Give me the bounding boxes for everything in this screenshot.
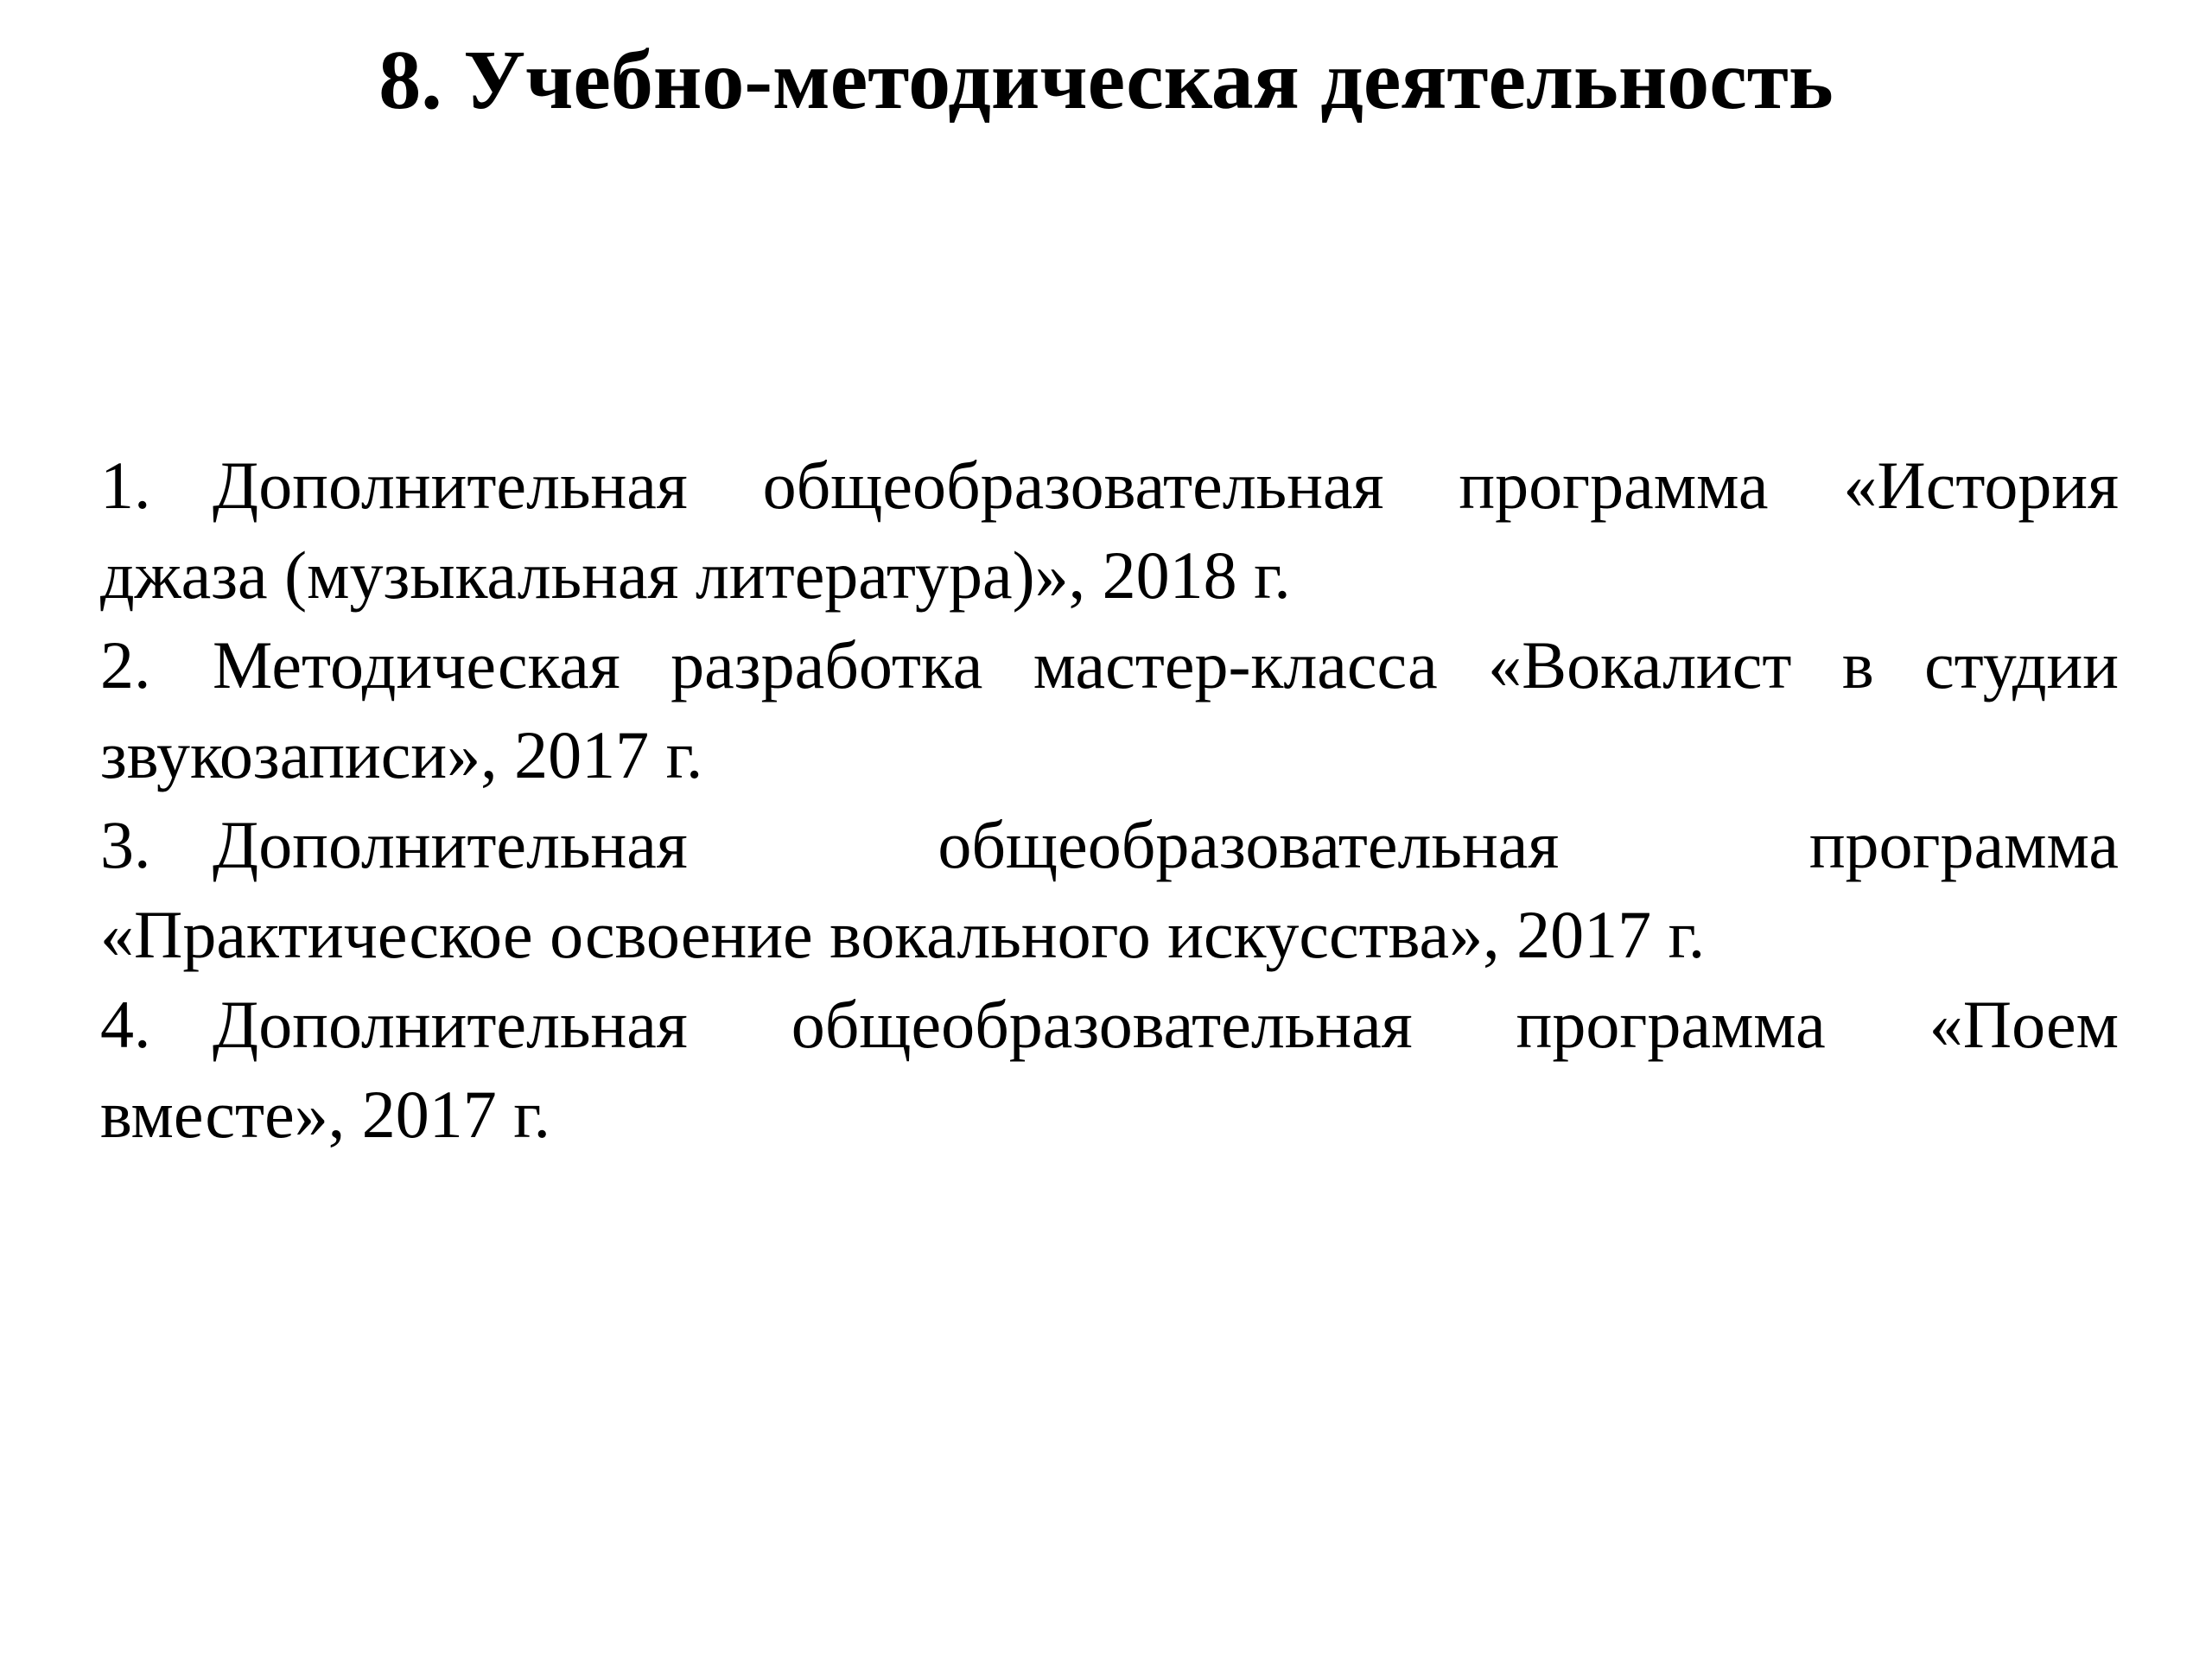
- list-item-word: Дополнительная: [213, 987, 688, 1062]
- list-item: [100, 800, 2119, 980]
- list-item-word: общеобразовательная: [938, 807, 1560, 882]
- list-item-number: 4.: [100, 987, 151, 1062]
- list-item: [100, 620, 2119, 800]
- list-item-word: программа: [1516, 987, 1826, 1062]
- slide-title: 8. Учебно-методическая деятельность: [378, 34, 1834, 127]
- list-item: [100, 441, 2119, 620]
- list-item-text-line2: вместе», 2017 г.: [100, 1077, 550, 1152]
- list-item-number: 3.: [100, 807, 151, 882]
- list-item-word: «Поем: [1929, 987, 2119, 1062]
- list-item-text-line1: [213, 800, 2119, 890]
- activity-list: [100, 441, 2119, 1160]
- list-item-number: 2.: [100, 627, 151, 702]
- list-item-word: общеобразовательная: [791, 987, 1413, 1062]
- list-item-first-line: [100, 980, 2119, 1070]
- list-item-number: 1.: [100, 448, 151, 523]
- list-item-text-line1: [213, 980, 2119, 1070]
- list-item-word: программа: [1808, 807, 2119, 882]
- list-item-word: Дополнительная: [213, 807, 688, 882]
- list-item-text-line2: «Практическое освоение вокального искусства», 2017 г.: [100, 897, 1706, 972]
- list-item-text: Методическая разработка мастер-класса «Вокалист в студии звукозаписи», 2017 г.: [100, 627, 2119, 792]
- list-item-text: Дополнительная общеобразовательная программа «История джаза (музыкальная литература)», 2018 г.: [100, 448, 2119, 613]
- list-item: [100, 980, 2119, 1160]
- list-item-first-line: [100, 800, 2119, 890]
